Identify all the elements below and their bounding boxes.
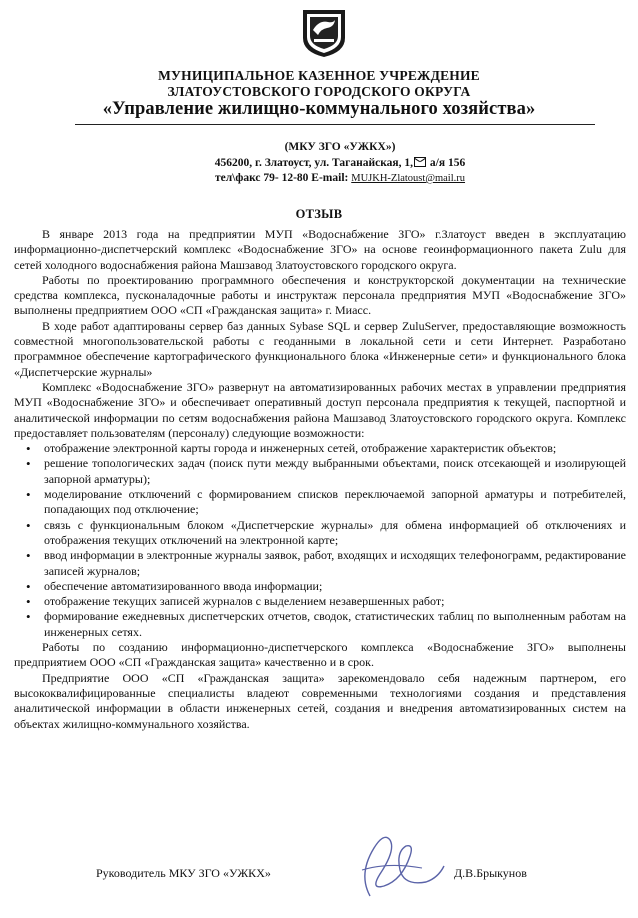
paragraph: В ходе работ адаптированы сервер баз данных Sybase SQL и сервер ZuluServer, предоставляющие возможность совместной многопользовательской работы с геоданными в локальной сети и сети Интернет. Разработано программное обеспечение картографического функционального блока «Инженерные сети» и функционального блока «Диспетчерские журналы» [14,318,626,379]
paragraph: Работы по проектированию программного обеспечения и конструкторской документации на технические средства комплекса, пусконаладочные работы и инструктаж персонала предприятия МУП «Водоснабжение ЗГО» выполнены предприятием ООО «СП «Гражданская защита» г. Миасс. [14,272,626,318]
organization-name-line3: «Управление жилищно-коммунального хозяйства» [102,99,536,119]
address-text: 456200, г. Златоуст, ул. Таганайская, 1, [214,157,414,169]
organization-name-line2: ЗЛАТОУСТОВСКОГО ГОРОДСКОГО ОКРУГА [167,84,471,99]
paragraph: Работы по созданию информационно-диспетчерского комплекса «Водоснабжение ЗГО» выполнены предприятием ООО «СП «Гражданская защита» качественно и в срок. [14,640,626,670]
list-item: • обеспечение автоматизированного ввода информации; [14,579,626,594]
list-item: • ввод информации в электронные журналы заявок, работ, входящих и исходящих телефонограмм, редактирование записей журналов; [14,548,626,579]
contact-line [60,172,620,184]
signatory-name: Д.В.Брыкунов [454,866,527,880]
signatory-position: Руководитель МКУ ЗГО «УЖКХ» [96,866,271,880]
letter-body [14,227,626,732]
po-box: а/я 156 [429,157,466,169]
list-item: • отображение текущих записей журналов с выделением незавершенных работ; [14,594,626,609]
list-item: • формирование ежедневных диспетчерских отчетов, сводок, статистических таблиц по выполненным работам на инженерных сетях. [14,609,626,640]
list-item: • решение топологических задач (поиск пути между выбранными объектами, поиск отсекающей и изолирующей запорной арматуры); [14,456,626,487]
capabilities-list [14,441,626,640]
header-divider [75,124,595,125]
envelope-icon [414,157,426,167]
handwritten-signature [340,826,450,906]
list-item: • отображение электронной карты города и инженерных сетей, отображение характеристик объектов; [14,441,626,456]
organization-abbreviation: (МКУ ЗГО «УЖКХ») [284,141,396,153]
document-title: ОТЗЫВ [295,207,343,221]
coat-of-arms-icon [301,8,347,58]
paragraph: В январе 2013 года на предприятии МУП «Водоснабжение ЗГО» г.Златоуст введен в эксплуатацию информационно-диспетчерский комплекс «Водоснабжение ЗГО» на основе геоинформационного пакета Zulu для сетей холодного водоснабжения района Машзавод Златоустовского городского округа. [14,227,626,272]
organization-name-line1: МУНИЦИПАЛЬНОЕ КАЗЕННОЕ УЧРЕЖДЕНИЕ [158,68,480,83]
phone-label: тел\факс 79- 12-80 E-mail: [214,172,349,184]
list-item: • связь с функциональным блоком «Диспетчерские журналы» для обмена информацией об отключениях и отображения текущих отключений на электронной карте; [14,518,626,549]
paragraph: Комплекс «Водоснабжение ЗГО» развернут на автоматизированных рабочих местах в управлении предприятия МУП «Водоснабжение ЗГО» и обеспечивает оперативный доступ персонала предприятия к текущей, паспортной и аналитической информации по сетям водоснабжения района Машзавод Златоустовского городского округа. Комплекс предоставляет пользователям (персоналу) следующие возможности: [14,379,626,440]
postal-address [60,157,620,169]
email-link[interactable]: MUJKH-Zlatoust@mail.ru [351,173,466,184]
paragraph: Предприятие ООО «СП «Гражданская защита» зарекомендовало себя надежным партнером, его высококвалифицированные специалисты владеют современными технологиями создания и представления аналитической информации в области инженерных сетей, создания и внедрения автоматизированных систем на объектах жилищно-коммунального хозяйства. [14,670,626,731]
list-item: • моделирование отключений с формированием списков переключаемой запорной арматуры и потребителей, попадающих под отключение; [14,487,626,518]
